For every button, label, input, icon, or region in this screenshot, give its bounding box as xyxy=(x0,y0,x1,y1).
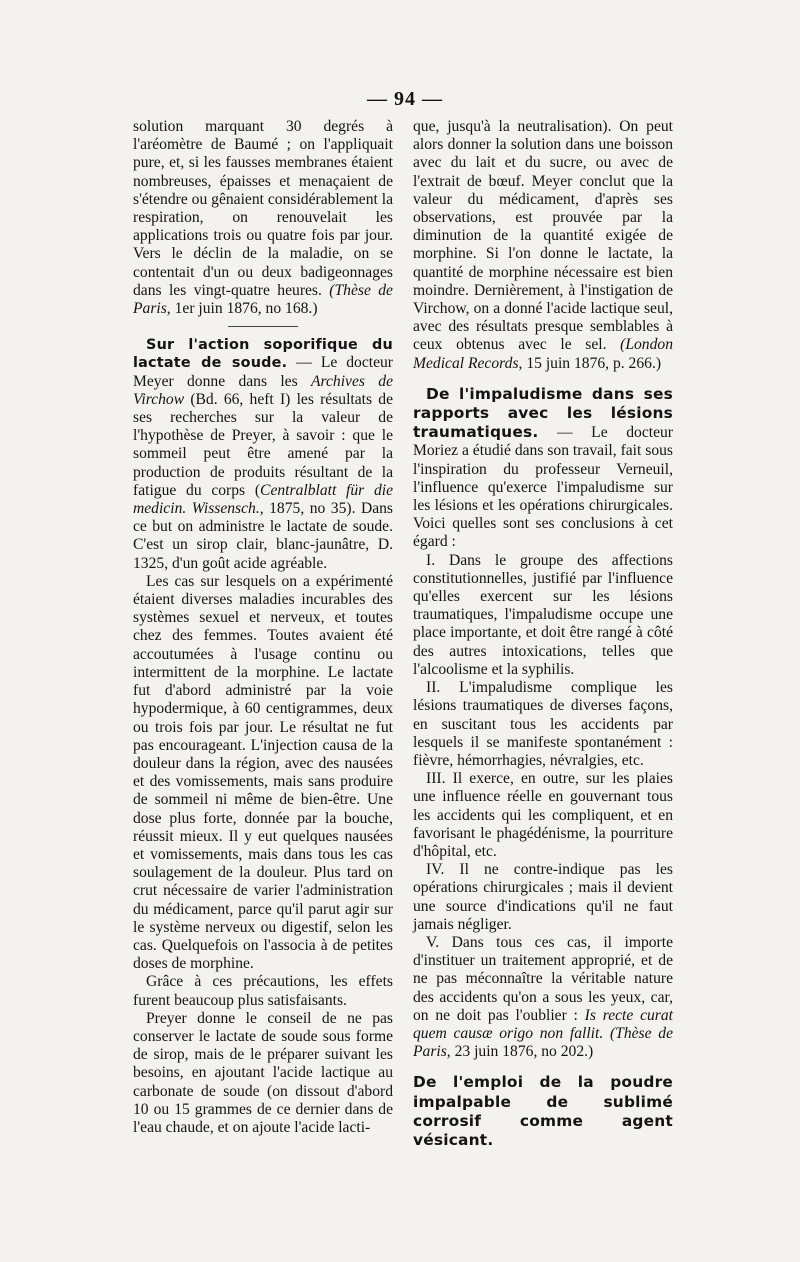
source-citation: (Thèse de Paris, xyxy=(133,281,393,318)
paragraph-text: 1875, no 35). Dans ce but on administre le lactate de soude. C'est un sirop clair, blanc-jaunâtre, D. 1325, d'un goût acide agréable. xyxy=(133,500,394,572)
conclusion-5 xyxy=(413,934,673,1061)
section-heading-sublime xyxy=(413,1073,673,1150)
section-gap xyxy=(413,1061,673,1073)
source-date: 23 juin 1876, no 202.) xyxy=(450,1043,594,1061)
paragraph-lactate-intro xyxy=(133,336,393,573)
paragraph-text: — Le docteur Moriez a étudié dans son travail, fait sous l'inspiration du professeur Verneuil, l'influence qu'exerce l'impaludisme sur les lésions et les opérations chirurgicales. Voici quelles sont ses conclusions à cet égard : xyxy=(413,424,673,551)
conclusion-4: IV. Il ne contre-indique pas les opérations chirurgicales ; mais il devient une source d'indications qu'il ne faut jamais négliger. xyxy=(413,861,673,933)
left-column xyxy=(133,118,393,1137)
section-heading-impaludisme: De l'impaludisme dans ses rapports avec les lésions traumatiques. xyxy=(413,384,673,442)
conclusion-3: III. Il exerce, en outre, sur les plaies une influence réelle en gouvernant tous les accidents qui les compliquent, et en favorisant le phagédénisme, la pourriture d'hôpital, etc. xyxy=(413,770,673,860)
source-citation: (Thèse de Paris, xyxy=(413,1024,673,1061)
paragraph-cases: Les cas sur lesquels on a expérimenté étaient diverses maladies incurables des systèmes sexuel et nerveux, et toutes chez des femmes. Toutes avaient été accoutumées à l'usage continu ou intermittent de la morphine. Le lactate fut d'abord administré par la voie hypodermique, à 60 centigrammes, deux ou trois fois par jour. Le résultat ne fut pas encourageant. L'injection causa de la douleur dans la région, avec des nausées et des vomissements, mais sans produire de sommeil ni même de bien-être. Une dose plus forte, donnée par la bouche, réussit mieux. Il y eut quelques nausées et vomissements, mais dans tous les cas soulagement de la douleur. Plus tard on crut nécessaire de varier l'administration du médicament, parce qu'il parut agir sur le système nerveux ou digestif, selon les cas. Quelquefois on l'associa à de petites doses de morphine. xyxy=(133,572,393,973)
latin-quote: Is recte curat quem causæ origo non fallit. xyxy=(413,1006,673,1042)
section-divider xyxy=(228,326,298,327)
paragraph-text: (Bd. 66, heft I) les résultats de ses recherches sur la valeur de l'hypothèse de Preyer, à savoir : que le sommeil peut être amené par la production de produits résultant de la fatigue du corps ( xyxy=(133,390,393,499)
journal-name: Archives de Virchow xyxy=(133,372,393,408)
journal-citation: Centralblatt für die medicin. Wissensch., xyxy=(133,481,393,518)
conclusion-1: I. Dans le groupe des affections constitutionnelles, justifié par l'influence qu'elles exercent sur les lésions traumatiques, l'impaludisme occupe une place importante, et doit être rangé à côté des autres intoxications, telles que l'alcoolisme et la syphilis. xyxy=(413,551,673,678)
paragraph-precautions: Grâce à ces précautions, les effets furent beaucoup plus satisfaisants. xyxy=(133,973,393,1009)
paragraph-text: solution marquant 30 degrés à l'aréomètre de Baumé ; on l'appliquait pure, et, si les fausses membranes étaient nombreuses, épaisses et menaçaient de s'étendre ou gênaient considérablement la respiration, on renouvelait les applications trois ou quatre fois par jour. Vers le déclin de la maladie, on se contentait d'un ou deux badigeonnages dans les vingt-quatre heures. xyxy=(133,118,393,299)
right-column xyxy=(413,118,673,1150)
page-number: — 94 — xyxy=(367,88,443,110)
section-heading-text: De l'emploi de la poudre impalpable de sublimé corrosif comme agent vésicant. xyxy=(413,1073,673,1149)
source-date: 1er juin 1876, no 168.) xyxy=(170,300,318,318)
paragraph-impaludisme-intro xyxy=(413,385,673,552)
source-citation: (London Medical Records, xyxy=(413,336,673,372)
section-heading-lactate: Sur l'action soporifique du lactate de soude. xyxy=(133,337,393,372)
paragraph-diphtheria-treatment xyxy=(133,118,393,318)
paragraph-preyer-advice: Preyer donne le conseil de ne pas conserver le lactate de soude sous forme de sirop, mais de le préparer suivant les besoins, en ajoutant l'acide lactique au carbonate de soude (on dissout d'abord 10 ou 15 grammes de ce dernier dans de l'eau chaude, et on ajoute l'acide lacti- xyxy=(133,1009,393,1136)
conclusion-2: II. L'impaludisme complique les lésions traumatiques de diverses façons, en suscitant tous les accidents par lesquels il se manifeste spontanément : fièvre, hémorrhagies, névralgies, etc. xyxy=(413,679,673,769)
section-gap xyxy=(413,373,673,385)
paragraph-text: V. Dans tous ces cas, il importe d'instituer un traitement approprié, et de ne pas méconnaître la véritable nature des accidents qu'on a sous les yeux, car, on ne doit pas l'oublier : xyxy=(413,933,673,1024)
paragraph-text: que, jusqu'à la neutralisation). On peut alors donner la solution dans une boisson avec du lait et du sucre, ou avec de l'extrait de bœuf. Meyer conclut que la valeur du médicament, d'après ses observations, est prouvée par la diminution de la quantité exigée de morphine. Si l'on donne le lactate, la quantité de morphine nécessaire est bien moindre. Dernièrement, à l'instigation de Virchow, on a donné l'acide lactique seul, avec des résultats presque semblables à ceux obtenus avec le sel. xyxy=(413,118,673,354)
paragraph-text: — Le docteur Meyer donne dans les xyxy=(133,354,393,390)
source-date: 15 juin 1876, p. 266.) xyxy=(522,354,662,372)
paragraph-lactate-conclusion xyxy=(413,118,673,373)
